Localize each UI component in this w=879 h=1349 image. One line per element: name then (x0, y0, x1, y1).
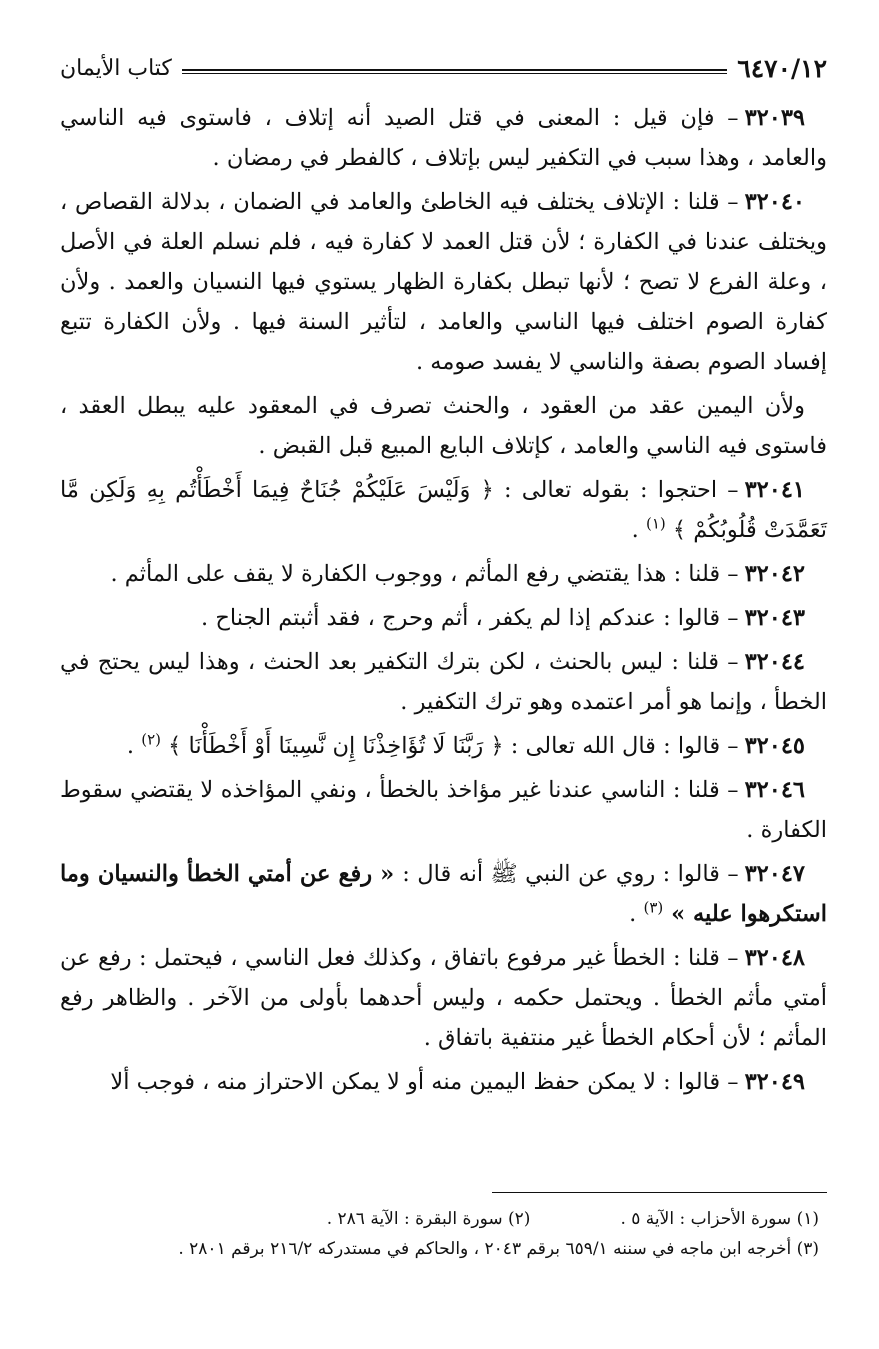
footnote-ref-2[interactable]: (٢) (141, 730, 162, 749)
paragraph-number: ٣٢٠٤٧ (744, 861, 806, 887)
paragraph-32049 (60, 1062, 827, 1102)
book-title: كتاب الأيمان (60, 55, 172, 81)
paragraph-32047 (60, 854, 827, 934)
paragraph-text: – قالوا : لا يمكن حفظ اليمين منه أو لا يمكن الاحتراز منه ، فوجب ألا (110, 1069, 739, 1095)
footnote-separator (492, 1192, 827, 1193)
footnote-row (60, 1204, 819, 1234)
paragraph-text: – قلنا : الناسي عندنا غير مؤاخذ بالخطأ ، ونفي المؤاخذه لا يقتضي سقوط الكفارة . (60, 777, 827, 843)
paragraph-32043 (60, 598, 827, 638)
paragraph-32045 (60, 726, 827, 766)
footnotes (60, 1204, 819, 1264)
paragraph-number: ٣٢٠٤٦ (744, 777, 805, 803)
page-number: ٦٤٧٠/١٢ (737, 53, 827, 83)
paragraph-32044 (60, 642, 827, 722)
paragraph-tail: . (126, 733, 142, 759)
footnote-2: (٢) سورة البقرة : الآية ٢٨٦ . (326, 1209, 531, 1229)
paragraph-tail: . (631, 517, 646, 543)
paragraph-number: ٣٢٠٤٩ (744, 1069, 805, 1095)
paragraph-text: – احتجوا : بقوله تعالى : ﴿ وَلَيْسَ عَلَيْكُمْ جُنَاحٌ فِيمَا أَخْطَأْتُم بِهِ وَلَكِن مَّا تَعَمَّدَتْ قُلُوبُكُمْ ﴾ (60, 477, 827, 543)
header-rule (182, 69, 727, 74)
paragraph-text: – قلنا : الإتلاف يختلف فيه الخاطئ والعامد في الضمان ، بدلالة القصاص ، ويختلف عندنا في الكفارة ؛ لأن قتل العمد لا كفارة فيه ، فلم نسلم العلة في الأصل ، وعلة الفرع لا تصح ؛ لأنها تبطل بكفارة الظهار يستوي فيها النسيان والعمد . ولأن كفارة الصوم اختلف فيها الناسي والعامد ، لتأثير السنة فيها . ولأن الكفارة تتبع إفساد الصوم بصفة والناسي لا يفسد صومه . (60, 189, 827, 375)
page-header (60, 48, 827, 88)
paragraph-number: ٣٢٠٤٥ (744, 733, 805, 759)
paragraph-continuation (60, 386, 827, 466)
footnote-ref-3[interactable]: (٣) (643, 898, 664, 917)
paragraph-number: ٣٢٠٣٩ (744, 105, 805, 131)
paragraph-number: ٣٢٠٤٣ (744, 605, 805, 631)
paragraph-32042 (60, 554, 827, 594)
paragraph-number: ٣٢٠٤١ (744, 477, 805, 503)
paragraph-32041 (60, 470, 827, 550)
paragraph-number: ٣٢٠٤٠ (744, 189, 805, 215)
paragraph-text: – قالوا : روي عن النبي ﷺ أنه قال : (402, 861, 739, 887)
paragraph-number: ٣٢٠٤٢ (744, 561, 805, 587)
paragraph-text: – فإن قيل : المعنى في قتل الصيد أنه إتلاف ، فاستوى فيه الناسي والعامد ، وهذا سبب في التكفير ليس بإتلاف ، كالفطر في رمضان . (60, 105, 827, 171)
paragraph-text: – قلنا : الخطأ غير مرفوع باتفاق ، وكذلك فعل الناسي ، فيحتمل : رفع عن أمتي مأثم الخطأ . ويحتمل حكمه ، وليس أحدهما بأولى من الآخر . والظاهر رفع المأثم ؛ لأن أحكام الخطأ غير منتفية باتفاق . (60, 945, 827, 1051)
paragraph-32046 (60, 770, 827, 850)
paragraph-text: – قلنا : هذا يقتضي رفع المأثم ، ووجوب الكفارة لا يقف على المأثم . (110, 561, 739, 587)
paragraph-text: – قالوا : قال الله تعالى : ﴿ رَبَّنَا لَا تُؤَاخِذْنَا إِن نَّسِينَا أَوْ أَخْطَأْنَا ﴾ (168, 733, 739, 759)
footnote-1: (١) سورة الأحزاب : الآية ٥ . (620, 1209, 819, 1229)
paragraph-32040 (60, 182, 827, 382)
footnote-3: (٣) أخرجه ابن ماجه في سننه ٦٥٩/١ برقم ٢٠٤٣ ، والحاكم في مستدركه ٢١٦/٢ برقم ٢٨٠١ . (178, 1239, 819, 1259)
hadith-quote: « رفع عن أمتي الخطأ والنسيان وما استكرهوا عليه » (60, 861, 827, 927)
paragraph-text: – قلنا : ليس بالحنث ، لكن بترك التكفير بعد الحنث ، وهذا ليس يحتج في الخطأ ، وإنما هو أمر اعتمده وهو ترك التكفير . (60, 649, 827, 715)
paragraph-number: ٣٢٠٤٤ (744, 649, 805, 675)
main-text (60, 98, 827, 1102)
paragraph-text: ولأن اليمين عقد من العقود ، والحنث تصرف في المعقود عليه يبطل العقد ، فاستوى فيه الناسي والعامد ، كإتلاف البايع المبيع قبل القبض . (60, 393, 827, 459)
paragraph-text: – قالوا : عندكم إذا لم يكفر ، أثم وحرج ، فقد أثبتم الجناح . (201, 605, 739, 631)
paragraph-tail: . (629, 901, 644, 927)
paragraph-32048 (60, 938, 827, 1058)
paragraph-32039 (60, 98, 827, 178)
footnote-ref-1[interactable]: (١) (645, 514, 666, 533)
paragraph-number: ٣٢٠٤٨ (744, 945, 805, 971)
